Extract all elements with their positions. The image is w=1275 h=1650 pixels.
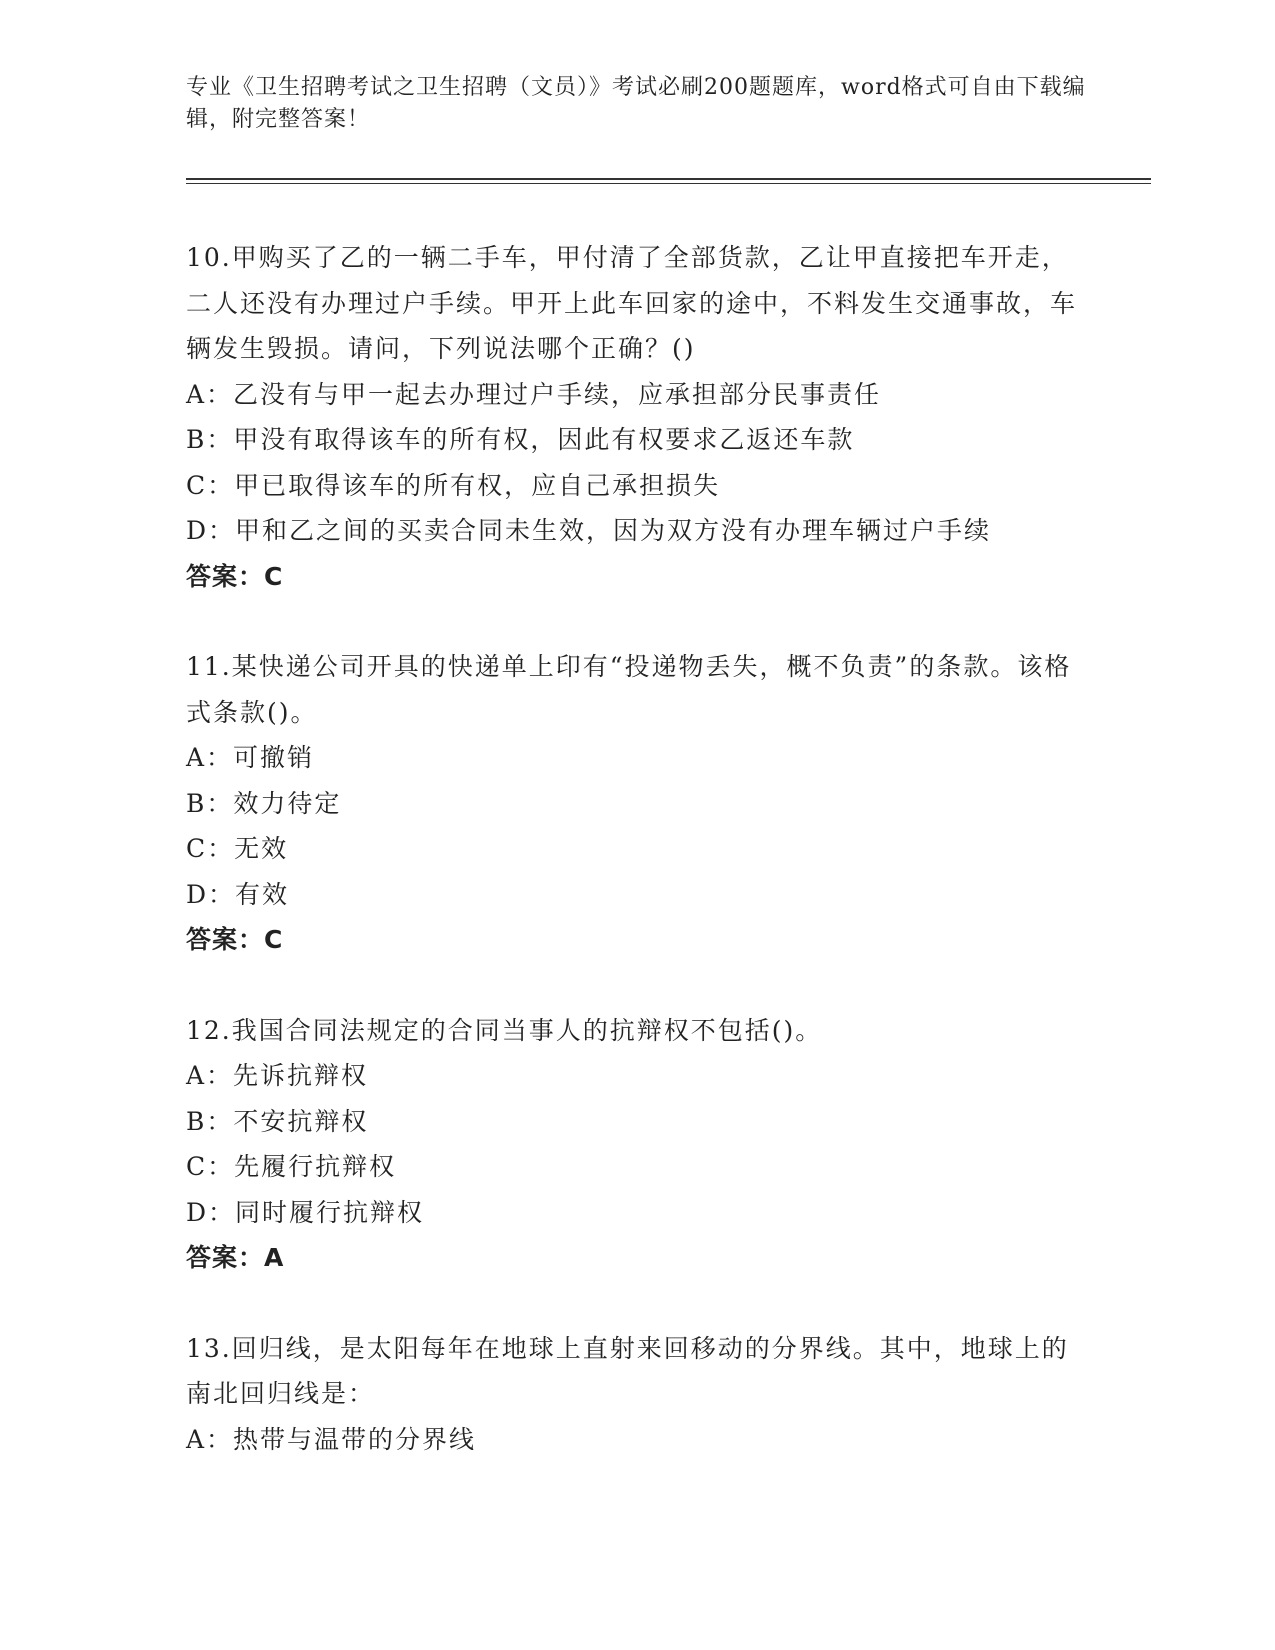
option-c: C：甲已取得该车的所有权，应自己承担损失 [186, 470, 721, 500]
option-a: A：热带与温带的分界线 [186, 1424, 477, 1454]
option-b: B：不安抗辩权 [186, 1106, 369, 1136]
option-d: D：甲和乙之间的买卖合同未生效，因为双方没有办理车辆过户手续 [186, 516, 992, 545]
question-text: 10.甲购买了乙的一辆二手车，甲付清了全部货款，乙让甲直接把车开走，二人还没有办理过户手续。甲开上此车回家的途中，不料发生交通事故，车辆发生毁损。请问，下列说法哪个正确？() [186, 243, 1078, 363]
page-header: 专业《卫生招聘考试之卫生招聘（文员）》考试必刷200题题库，word格式可自由下载编辑，附完整答案！ [186, 75, 1086, 132]
answer-line: 答案：C [186, 561, 284, 591]
question-text: 11.某快递公司开具的快递单上印有“投递物丢失，概不负责”的条款。该格式条款()。 [186, 652, 1072, 727]
answer-line: 答案：C [186, 925, 284, 954]
question-10 [186, 235, 1086, 599]
option-b: B：甲没有取得该车的所有权，因此有权要求乙返还车款 [186, 425, 855, 454]
option-a: A：可撤销 [186, 743, 315, 772]
question-text: 13.回归线，是太阳每年在地球上直射来回移动的分界线。其中，地球上的南北回归线是： [186, 1333, 1069, 1408]
question-11 [186, 644, 1086, 963]
header-divider [186, 178, 1151, 184]
question-list [186, 235, 1086, 1507]
option-d: D：同时履行抗辩权 [186, 1197, 425, 1227]
option-d: D：有效 [186, 879, 290, 909]
answer-line: 答案：A [186, 1243, 285, 1272]
option-a: A：先诉抗辩权 [186, 1061, 369, 1090]
question-text: 12.我国合同法规定的合同当事人的抗辩权不包括()。 [186, 1015, 823, 1045]
option-b: B：效力待定 [186, 788, 342, 818]
question-12 [186, 1008, 1086, 1281]
option-c: C：先履行抗辩权 [186, 1152, 397, 1181]
option-c: C：无效 [186, 834, 289, 863]
question-13 [186, 1326, 1086, 1463]
option-a: A：乙没有与甲一起去办理过户手续，应承担部分民事责任 [186, 379, 882, 409]
